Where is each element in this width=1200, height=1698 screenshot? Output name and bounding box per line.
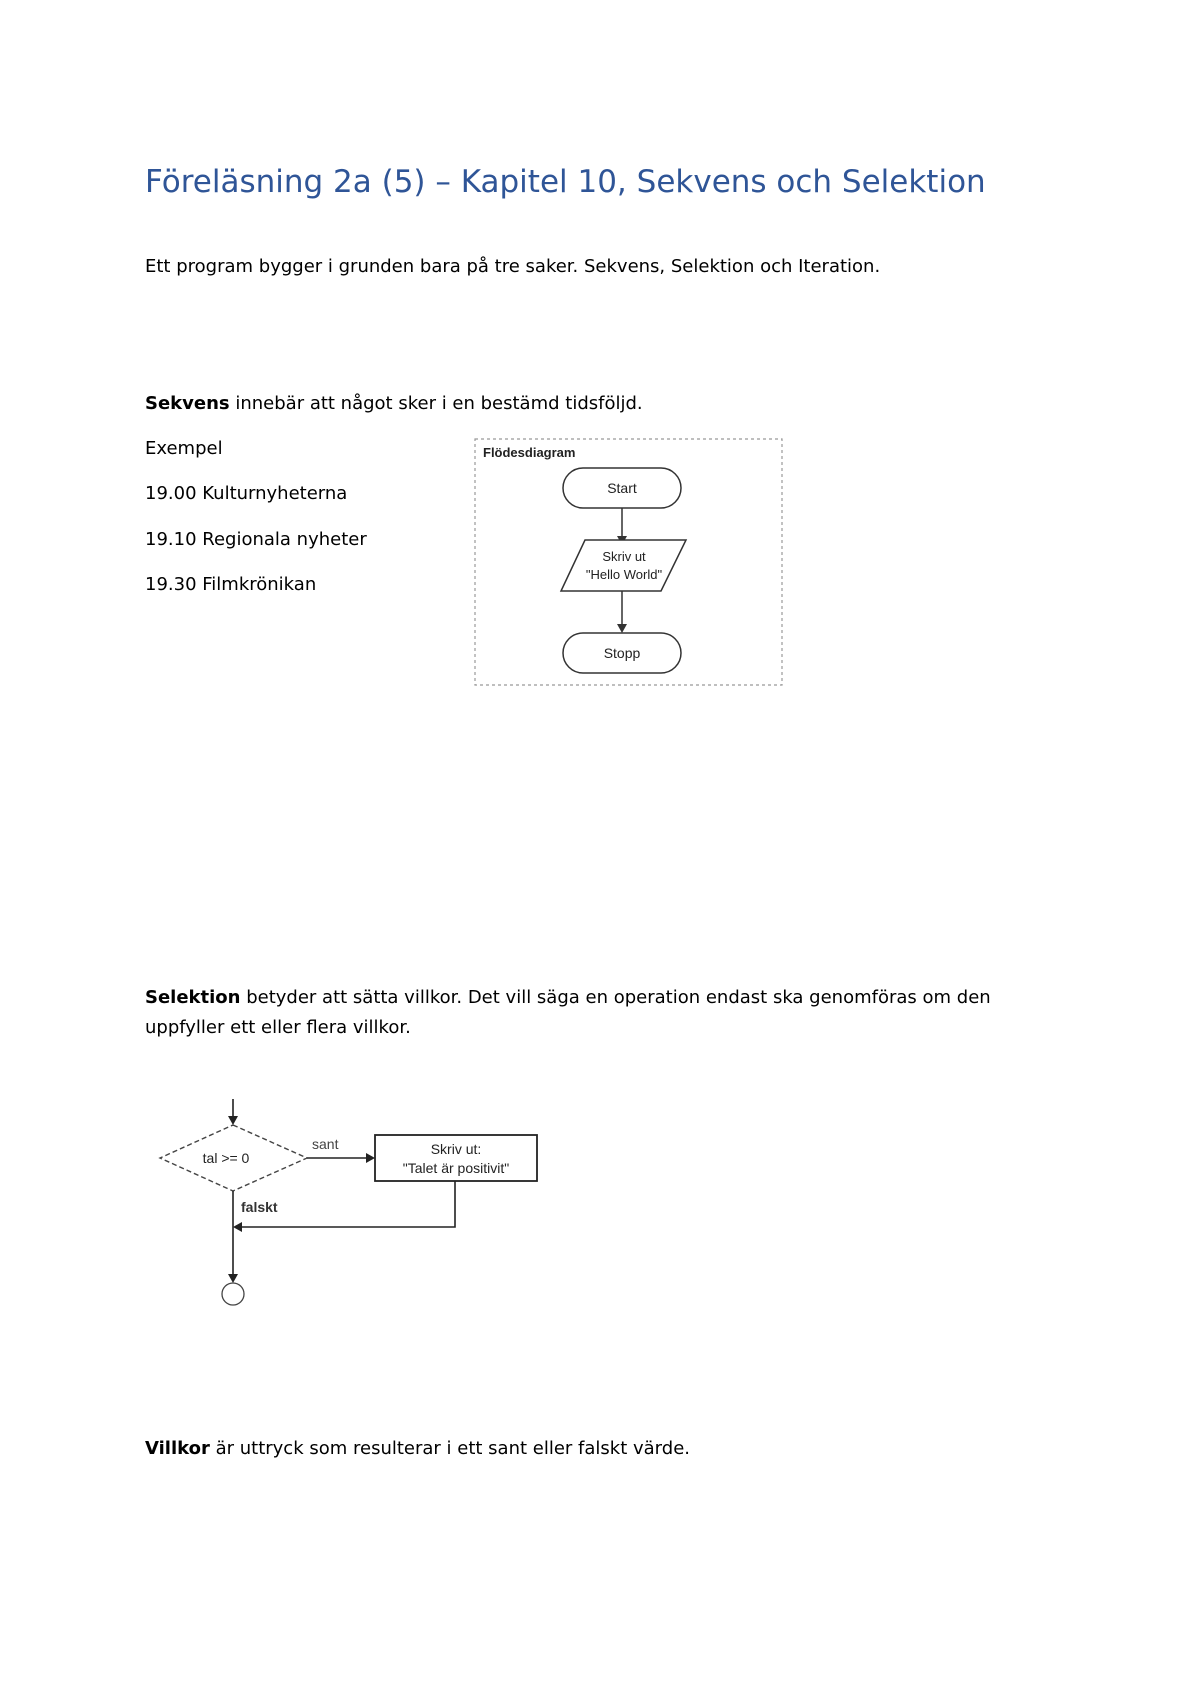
example-item: 19.00 Kulturnyheterna bbox=[145, 483, 348, 504]
true-label: sant bbox=[312, 1136, 339, 1152]
output-line-1: Skriv ut bbox=[602, 549, 646, 564]
page-title: Föreläsning 2a (5) – Kapitel 10, Sekvens och Selektion bbox=[145, 164, 986, 200]
stop-label: Stopp bbox=[603, 645, 641, 661]
intro-paragraph: Ett program bygger i grunden bara på tre saker. Sekvens, Selektion och Iteration. bbox=[145, 256, 881, 277]
example-item: 19.10 Regionala nyheter bbox=[145, 529, 367, 550]
arrow-head bbox=[228, 1116, 238, 1125]
villkor-paragraph bbox=[145, 1434, 690, 1464]
sekvens-term: Sekvens bbox=[145, 393, 230, 414]
output-line-1: Skriv ut: bbox=[430, 1141, 482, 1157]
flowchart-heading: Flödesdiagram bbox=[483, 445, 576, 460]
output-line-2: "Hello World" bbox=[585, 567, 663, 582]
sekvens-paragraph bbox=[145, 389, 643, 419]
selektion-paragraph bbox=[145, 983, 1075, 1043]
villkor-term: Villkor bbox=[145, 1438, 210, 1459]
sequence-flowchart bbox=[474, 438, 784, 688]
selektion-term: Selektion bbox=[145, 987, 241, 1008]
example-item: 19.30 Filmkrönikan bbox=[145, 574, 317, 595]
arrow-head bbox=[233, 1222, 242, 1232]
selection-flowchart bbox=[150, 1095, 550, 1320]
connector-circle bbox=[222, 1283, 244, 1305]
example-heading: Exempel bbox=[145, 438, 223, 459]
false-label: falskt bbox=[241, 1199, 278, 1215]
output-line-2: "Talet är positivit" bbox=[402, 1160, 510, 1176]
sekvens-text: innebär att något sker i en bestämd tidsföljd. bbox=[229, 393, 643, 414]
villkor-text: är uttryck som resulterar i ett sant eller falskt värde. bbox=[209, 1438, 690, 1459]
arrow-head bbox=[228, 1274, 238, 1283]
start-label: Start bbox=[607, 480, 637, 496]
condition-label: tal >= 0 bbox=[202, 1150, 250, 1166]
arrow-head bbox=[366, 1153, 375, 1163]
selektion-text: betyder att sätta villkor. Det vill säga en operation endast ska genomföras om den uppfyller ett eller flera villkor. bbox=[145, 987, 991, 1038]
